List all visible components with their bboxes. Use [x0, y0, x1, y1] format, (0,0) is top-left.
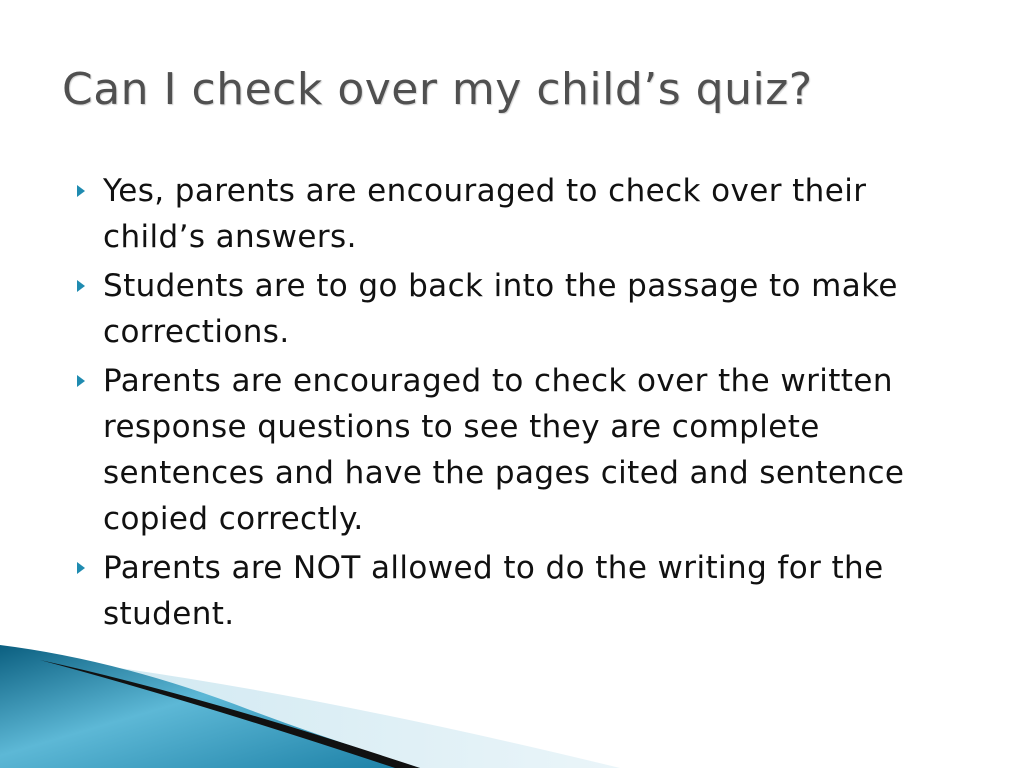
bullet-text: Parents are encouraged to check over the written response questions to see they are complete sentences and have the pages cited and sentence copied correctly. [103, 363, 905, 537]
bullet-item [75, 263, 975, 355]
bullet-text: Students are to go back into the passage to make corrections. [103, 268, 898, 350]
corner-wave-decoration [0, 640, 1024, 768]
bullet-text: Yes, parents are encouraged to check over their child’s answers. [103, 173, 867, 255]
triangle-right-icon [77, 185, 85, 197]
triangle-right-icon [77, 562, 85, 574]
triangle-right-icon [77, 280, 85, 292]
bullet-item [75, 358, 975, 542]
bullet-item [75, 545, 975, 637]
triangle-right-icon [77, 375, 85, 387]
slide-title: Can I check over my child’s quiz? [62, 64, 813, 115]
bullet-text: Parents are NOT allowed to do the writing for the student. [103, 550, 884, 632]
bullet-list [75, 168, 975, 640]
bullet-item [75, 168, 975, 260]
